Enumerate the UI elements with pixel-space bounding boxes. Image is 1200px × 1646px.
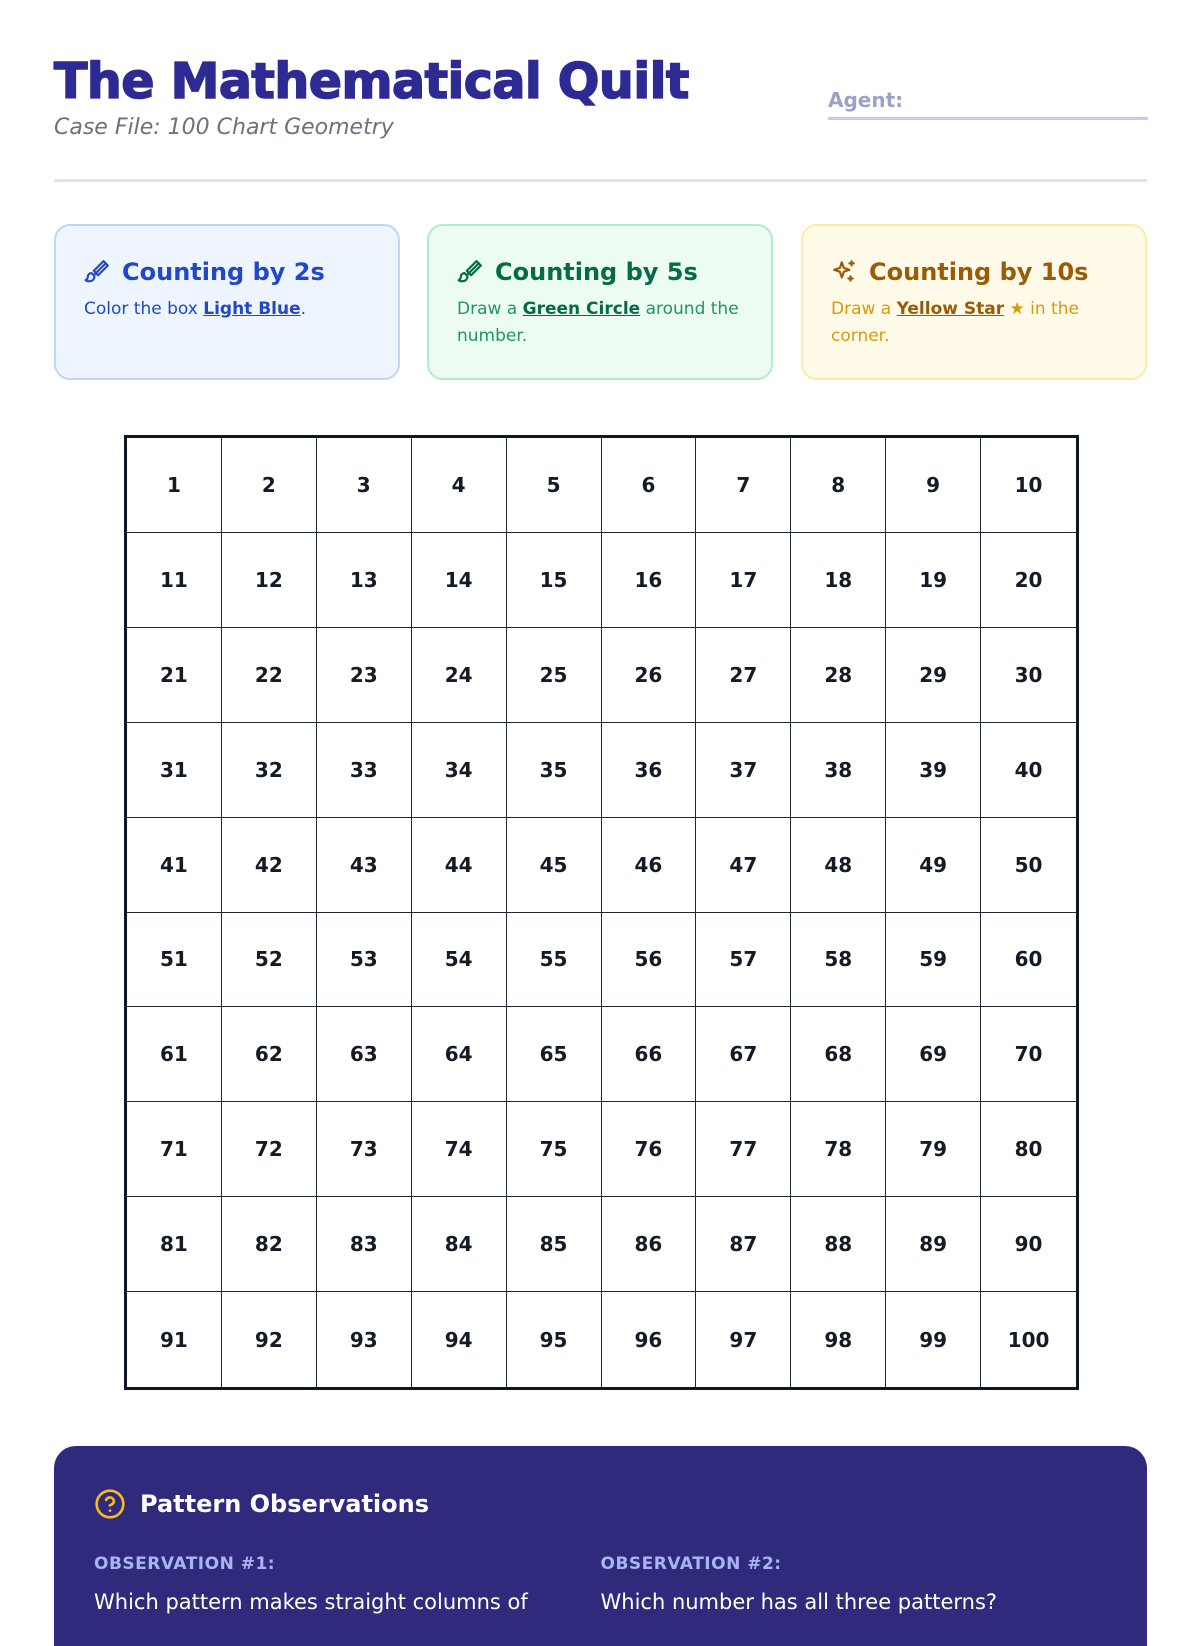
chart-cell[interactable]: 40 — [981, 723, 1076, 818]
chart-cell[interactable]: 54 — [412, 913, 507, 1008]
card-description: Draw a Yellow Star ★ in the corner. — [831, 299, 1079, 346]
chart-cell[interactable]: 47 — [696, 818, 791, 913]
chart-cell[interactable]: 26 — [602, 628, 697, 723]
chart-cell[interactable]: 84 — [412, 1197, 507, 1292]
chart-cell[interactable]: 87 — [696, 1197, 791, 1292]
chart-cell[interactable]: 63 — [317, 1007, 412, 1102]
observations-title: Pattern Observations — [140, 1490, 430, 1518]
chart-cell[interactable]: 29 — [886, 628, 981, 723]
chart-cell[interactable]: 83 — [317, 1197, 412, 1292]
chart-cell[interactable]: 27 — [696, 628, 791, 723]
card-description: Draw a Green Circle around the number. — [457, 299, 739, 346]
chart-cell[interactable]: 97 — [696, 1292, 791, 1387]
observation-1 — [94, 1554, 601, 1614]
chart-cell[interactable]: 58 — [791, 913, 886, 1008]
chart-cell[interactable]: 74 — [412, 1102, 507, 1197]
chart-cell[interactable]: 16 — [602, 533, 697, 628]
page-subtitle: Case File: 100 Chart Geometry — [54, 115, 394, 140]
paintbrush-icon — [457, 259, 483, 285]
chart-cell[interactable]: 80 — [981, 1102, 1076, 1197]
chart-cell[interactable]: 67 — [696, 1007, 791, 1102]
chart-cell[interactable]: 88 — [791, 1197, 886, 1292]
agent-field[interactable] — [828, 88, 1148, 120]
chart-cell[interactable]: 31 — [127, 723, 222, 818]
observation-question: Which pattern makes straight columns of — [94, 1590, 528, 1614]
chart-cell[interactable]: 98 — [791, 1292, 886, 1387]
card-counting-by-2s — [54, 224, 400, 380]
chart-cell[interactable]: 72 — [222, 1102, 317, 1197]
chart-cell[interactable]: 15 — [507, 533, 602, 628]
page-title: The Mathematical Quilt — [54, 53, 689, 110]
chart-cell[interactable]: 68 — [791, 1007, 886, 1102]
observation-2 — [601, 1554, 1108, 1614]
chart-cell[interactable]: 70 — [981, 1007, 1076, 1102]
chart-cell[interactable]: 41 — [127, 818, 222, 913]
chart-cell[interactable]: 50 — [981, 818, 1076, 913]
chart-cell[interactable]: 28 — [791, 628, 886, 723]
chart-cell[interactable]: 86 — [602, 1197, 697, 1292]
chart-cell[interactable]: 91 — [127, 1292, 222, 1387]
chart-cell[interactable]: 7 — [696, 438, 791, 533]
chart-cell[interactable]: 36 — [602, 723, 697, 818]
chart-cell[interactable]: 92 — [222, 1292, 317, 1387]
hundred-chart — [124, 435, 1079, 1390]
chart-cell[interactable]: 55 — [507, 913, 602, 1008]
chart-cell[interactable]: 71 — [127, 1102, 222, 1197]
observation-label: OBSERVATION #2: — [600, 1554, 782, 1574]
color-keyword: Yellow Star — [896, 299, 1005, 319]
chart-cell[interactable]: 99 — [886, 1292, 981, 1387]
card-title: Counting by 10s — [869, 258, 1089, 286]
chart-cell[interactable]: 32 — [222, 723, 317, 818]
chart-cell[interactable]: 13 — [317, 533, 412, 628]
chart-cell[interactable]: 73 — [317, 1102, 412, 1197]
chart-cell[interactable]: 21 — [127, 628, 222, 723]
chart-cell[interactable]: 65 — [507, 1007, 602, 1102]
card-title: Counting by 5s — [495, 258, 698, 286]
chart-cell[interactable]: 1 — [127, 438, 222, 533]
chart-cell[interactable]: 11 — [127, 533, 222, 628]
card-title: Counting by 2s — [122, 258, 325, 286]
chart-cell[interactable]: 23 — [317, 628, 412, 723]
chart-cell[interactable]: 22 — [222, 628, 317, 723]
chart-cell[interactable]: 43 — [317, 818, 412, 913]
chart-cell[interactable]: 94 — [412, 1292, 507, 1387]
chart-cell[interactable]: 25 — [507, 628, 602, 723]
chart-cell[interactable]: 51 — [127, 913, 222, 1008]
chart-cell[interactable]: 61 — [127, 1007, 222, 1102]
chart-cell[interactable]: 69 — [886, 1007, 981, 1102]
page-header — [54, 52, 1147, 182]
chart-cell[interactable]: 46 — [602, 818, 697, 913]
question-circle-icon — [94, 1488, 126, 1520]
chart-cell[interactable]: 48 — [791, 818, 886, 913]
color-keyword: Light Blue — [203, 299, 301, 319]
card-counting-by-10s — [801, 224, 1147, 380]
chart-cell[interactable]: 49 — [886, 818, 981, 913]
chart-cell[interactable]: 95 — [507, 1292, 602, 1387]
chart-cell[interactable]: 20 — [981, 533, 1076, 628]
chart-cell[interactable]: 82 — [222, 1197, 317, 1292]
chart-cell[interactable]: 42 — [222, 818, 317, 913]
hundred-chart-grid — [127, 438, 1076, 1387]
chart-cell[interactable]: 62 — [222, 1007, 317, 1102]
chart-cell[interactable]: 18 — [791, 533, 886, 628]
chart-cell[interactable]: 66 — [602, 1007, 697, 1102]
chart-cell[interactable]: 8 — [791, 438, 886, 533]
chart-cell[interactable]: 56 — [602, 913, 697, 1008]
chart-cell[interactable]: 81 — [127, 1197, 222, 1292]
chart-cell[interactable]: 90 — [981, 1197, 1076, 1292]
chart-cell[interactable]: 59 — [886, 913, 981, 1008]
chart-cell[interactable]: 57 — [696, 913, 791, 1008]
chart-cell[interactable]: 64 — [412, 1007, 507, 1102]
chart-cell[interactable]: 3 — [317, 438, 412, 533]
chart-cell[interactable]: 85 — [507, 1197, 602, 1292]
agent-label: Agent: — [828, 88, 904, 112]
chart-cell[interactable]: 93 — [317, 1292, 412, 1387]
chart-cell[interactable]: 35 — [507, 723, 602, 818]
pattern-observations-panel — [54, 1446, 1147, 1646]
chart-cell[interactable]: 76 — [602, 1102, 697, 1197]
chart-cell[interactable]: 4 — [412, 438, 507, 533]
chart-cell[interactable]: 19 — [886, 533, 981, 628]
chart-cell[interactable]: 39 — [886, 723, 981, 818]
chart-cell[interactable]: 44 — [412, 818, 507, 913]
chart-cell[interactable]: 89 — [886, 1197, 981, 1292]
chart-cell[interactable]: 14 — [412, 533, 507, 628]
chart-cell[interactable]: 6 — [602, 438, 697, 533]
observation-question: Which number has all three patterns? — [600, 1590, 998, 1614]
chart-cell[interactable]: 34 — [412, 723, 507, 818]
chart-cell[interactable]: 2 — [222, 438, 317, 533]
chart-cell[interactable]: 52 — [222, 913, 317, 1008]
chart-cell[interactable]: 33 — [317, 723, 412, 818]
color-keyword: Green Circle — [522, 299, 641, 319]
chart-cell[interactable]: 77 — [696, 1102, 791, 1197]
chart-cell[interactable]: 78 — [791, 1102, 886, 1197]
chart-cell[interactable]: 5 — [507, 438, 602, 533]
observation-label: OBSERVATION #1: — [94, 1554, 276, 1574]
card-counting-by-5s — [427, 224, 773, 380]
chart-cell[interactable]: 12 — [222, 533, 317, 628]
chart-cell[interactable]: 9 — [886, 438, 981, 533]
instruction-cards — [54, 224, 1147, 380]
chart-cell[interactable]: 100 — [1007, 1327, 1050, 1352]
chart-cell[interactable]: 60 — [981, 913, 1076, 1008]
chart-cell[interactable]: 79 — [886, 1102, 981, 1197]
chart-cell[interactable]: 30 — [981, 628, 1076, 723]
sparkles-icon — [831, 259, 857, 285]
chart-cell[interactable]: 17 — [696, 533, 791, 628]
chart-cell[interactable]: 75 — [507, 1102, 602, 1197]
chart-cell[interactable]: 53 — [317, 913, 412, 1008]
card-description: Color the box Light Blue. — [84, 299, 307, 319]
chart-cell[interactable]: 96 — [602, 1292, 697, 1387]
paintbrush-icon — [84, 259, 110, 285]
chart-cell[interactable]: 24 — [412, 628, 507, 723]
chart-cell[interactable]: 38 — [791, 723, 886, 818]
chart-cell[interactable]: 45 — [507, 818, 602, 913]
chart-cell[interactable]: 10 — [981, 438, 1076, 533]
chart-cell[interactable]: 37 — [696, 723, 791, 818]
